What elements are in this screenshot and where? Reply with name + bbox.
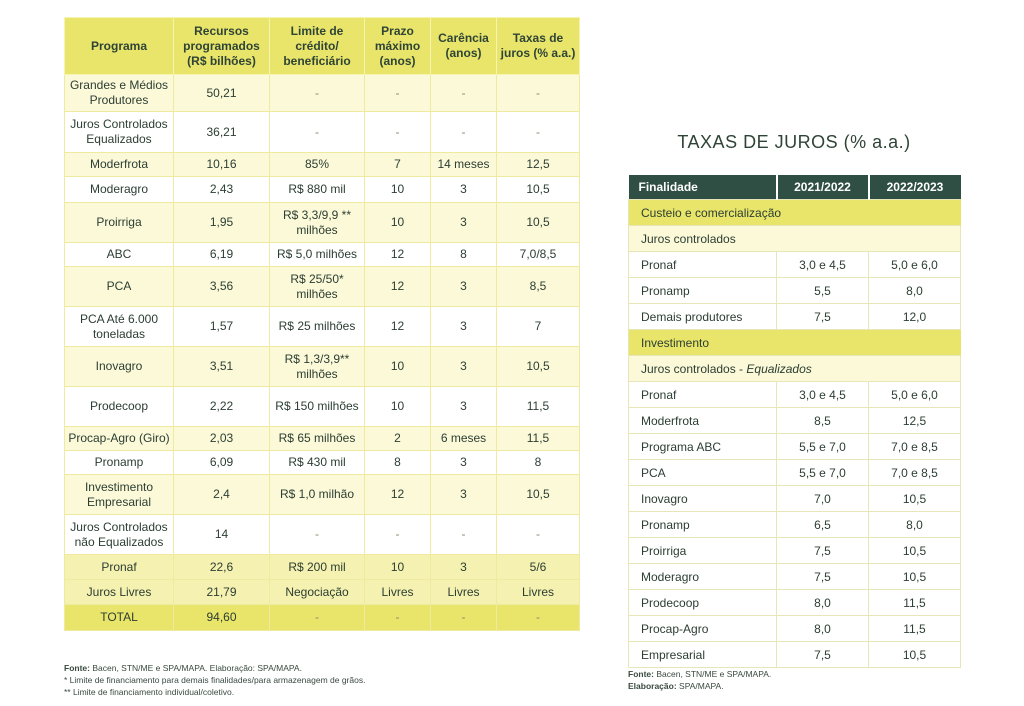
cell-recursos: 1,57 — [174, 307, 270, 347]
footnote-1: * Limite de financiamento para demais finalidades/para armazenagem de grãos. — [64, 675, 366, 685]
cell-limite: R$ 880 mil — [270, 177, 365, 203]
cell-taxas: 5/6 — [497, 555, 580, 580]
cell-taxas: 7,0/8,5 — [497, 243, 580, 267]
cell-label: Empresarial — [629, 642, 777, 668]
cell-prazo: 8 — [365, 451, 431, 475]
cell-recursos: 2,4 — [174, 475, 270, 515]
cell-carencia: 3 — [431, 555, 497, 580]
cell-taxas: 11,5 — [497, 387, 580, 427]
source-line: Fonte: Bacen, STN/ME e SPA/MAPA. Elaboração: SPA/MAPA. — [64, 663, 302, 673]
table-row — [65, 75, 580, 112]
cell-v1: 8,0 — [777, 616, 869, 642]
cell-v2: 7,0 e 8,5 — [869, 460, 961, 486]
subsection-juros-controlados: Juros controlados — [629, 226, 961, 252]
cell-label: Proirriga — [629, 538, 777, 564]
cell-programa: TOTAL — [65, 605, 174, 631]
cell-carencia: 3 — [431, 475, 497, 515]
subsection-equalizados: Juros controlados - Equalizados — [629, 356, 961, 382]
cell-prazo: - — [365, 515, 431, 555]
cell-limite: R$ 5,0 milhões — [270, 243, 365, 267]
cell-taxas: 8,5 — [497, 267, 580, 307]
source-line-2: Fonte: Bacen, STN/ME e SPA/MAPA. — [628, 669, 772, 679]
cell-v1: 8,0 — [777, 590, 869, 616]
cell-v1: 7,5 — [777, 538, 869, 564]
cell-taxas: 10,5 — [497, 475, 580, 515]
header-2021-2022: 2021/2022 — [777, 175, 869, 200]
cell-prazo: 7 — [365, 153, 431, 177]
cell-v1: 7,5 — [777, 304, 869, 330]
cell-label: Moderagro — [629, 564, 777, 590]
cell-label: Pronamp — [629, 278, 777, 304]
table-row — [629, 512, 961, 538]
cell-limite: R$ 1,3/3,9** milhões — [270, 347, 365, 387]
cell-v2: 12,5 — [869, 408, 961, 434]
header-limite: Limite de crédito/ beneficiário — [270, 18, 365, 75]
cell-label: Procap-Agro — [629, 616, 777, 642]
cell-recursos: 3,56 — [174, 267, 270, 307]
cell-v1: 6,5 — [777, 512, 869, 538]
interest-rates-investimento — [629, 330, 961, 382]
table-row — [65, 515, 580, 555]
cell-taxas: - — [497, 75, 580, 112]
cell-label: Pronaf — [629, 252, 777, 278]
cell-prazo: 10 — [365, 177, 431, 203]
table-row — [65, 243, 580, 267]
table-row — [65, 580, 580, 605]
cell-prazo: 12 — [365, 243, 431, 267]
cell-recursos: 50,21 — [174, 75, 270, 112]
cell-carencia: 14 meses — [431, 153, 497, 177]
table-row — [65, 112, 580, 153]
interest-rates-notes — [628, 668, 771, 692]
interest-rates-title: TAXAS DE JUROS (% a.a.) — [677, 132, 911, 152]
header-prazo: Prazo máximo (anos) — [365, 18, 431, 75]
cell-taxas: 10,5 — [497, 347, 580, 387]
cell-prazo: 12 — [365, 267, 431, 307]
cell-recursos: 2,03 — [174, 427, 270, 451]
cell-recursos: 2,22 — [174, 387, 270, 427]
cell-limite: - — [270, 112, 365, 153]
cell-v2: 10,5 — [869, 564, 961, 590]
cell-v2: 8,0 — [869, 278, 961, 304]
cell-prazo: 2 — [365, 427, 431, 451]
table-row — [629, 590, 961, 616]
cell-recursos: 6,09 — [174, 451, 270, 475]
cell-v2: 8,0 — [869, 512, 961, 538]
programs-table — [64, 17, 580, 631]
header-finalidade: Finalidade — [629, 175, 777, 200]
cell-prazo: - — [365, 75, 431, 112]
table-row — [65, 153, 580, 177]
cell-carencia: 6 meses — [431, 427, 497, 451]
table-row — [629, 460, 961, 486]
interest-rates-table-container — [628, 175, 960, 668]
cell-v1: 7,5 — [777, 564, 869, 590]
cell-v2: 10,5 — [869, 486, 961, 512]
cell-carencia: 3 — [431, 177, 497, 203]
cell-carencia: - — [431, 515, 497, 555]
programs-table-header — [65, 18, 580, 75]
cell-programa: Grandes e Médios Produtores — [65, 75, 174, 112]
cell-limite: 85% — [270, 153, 365, 177]
cell-prazo: 12 — [365, 475, 431, 515]
cell-v2: 5,0 e 6,0 — [869, 252, 961, 278]
cell-programa: Juros Controlados Equalizados — [65, 112, 174, 153]
cell-taxas: 10,5 — [497, 177, 580, 203]
cell-programa: Pronamp — [65, 451, 174, 475]
cell-taxas: 8 — [497, 451, 580, 475]
cell-limite: - — [270, 515, 365, 555]
cell-carencia: 3 — [431, 307, 497, 347]
cell-programa: Juros Livres — [65, 580, 174, 605]
cell-v2: 12,0 — [869, 304, 961, 330]
cell-v1: 3,0 e 4,5 — [777, 382, 869, 408]
cell-programa: Proirriga — [65, 203, 174, 243]
cell-programa: Juros Controlados não Equalizados — [65, 515, 174, 555]
cell-carencia: - — [431, 112, 497, 153]
cell-label: Prodecoop — [629, 590, 777, 616]
cell-taxas: 12,5 — [497, 153, 580, 177]
programs-table-body — [65, 75, 580, 631]
section-investimento: Investimento — [629, 330, 961, 356]
cell-programa: Inovagro — [65, 347, 174, 387]
cell-limite: R$ 430 mil — [270, 451, 365, 475]
cell-programa: ABC — [65, 243, 174, 267]
cell-recursos: 14 — [174, 515, 270, 555]
cell-carencia: 3 — [431, 347, 497, 387]
cell-carencia: 3 — [431, 267, 497, 307]
cell-carencia: 3 — [431, 203, 497, 243]
elaboracao-line: Elaboração: SPA/MAPA. — [628, 681, 724, 691]
cell-prazo: Livres — [365, 580, 431, 605]
table-row — [65, 203, 580, 243]
cell-programa: PCA — [65, 267, 174, 307]
cell-prazo: - — [365, 605, 431, 631]
cell-programa: Moderagro — [65, 177, 174, 203]
cell-v2: 10,5 — [869, 538, 961, 564]
table-row — [629, 408, 961, 434]
table-row — [629, 616, 961, 642]
cell-taxas: 10,5 — [497, 203, 580, 243]
cell-v1: 5,5 e 7,0 — [777, 460, 869, 486]
cell-programa: Pronaf — [65, 555, 174, 580]
cell-limite: R$ 25/50* milhões — [270, 267, 365, 307]
cell-carencia: 3 — [431, 451, 497, 475]
cell-programa: Procap-Agro (Giro) — [65, 427, 174, 451]
table-row — [65, 307, 580, 347]
cell-programa: Prodecoop — [65, 387, 174, 427]
cell-prazo: - — [365, 112, 431, 153]
cell-v2: 11,5 — [869, 616, 961, 642]
table-row — [629, 252, 961, 278]
table-row — [629, 538, 961, 564]
cell-v1: 5,5 — [777, 278, 869, 304]
cell-label: Inovagro — [629, 486, 777, 512]
cell-v1: 5,5 e 7,0 — [777, 434, 869, 460]
cell-limite: R$ 3,3/9,9 ** milhões — [270, 203, 365, 243]
cell-taxas: - — [497, 515, 580, 555]
table-row — [65, 555, 580, 580]
cell-recursos: 3,51 — [174, 347, 270, 387]
table-row — [65, 427, 580, 451]
table-row — [65, 451, 580, 475]
cell-limite: R$ 25 milhões — [270, 307, 365, 347]
cell-limite: R$ 150 milhões — [270, 387, 365, 427]
cell-limite: R$ 1,0 milhão — [270, 475, 365, 515]
cell-limite: Negociação — [270, 580, 365, 605]
cell-v2: 5,0 e 6,0 — [869, 382, 961, 408]
programs-table-notes — [64, 662, 365, 698]
cell-recursos: 36,21 — [174, 112, 270, 153]
cell-prazo: 10 — [365, 347, 431, 387]
table-row — [629, 434, 961, 460]
table-row — [629, 382, 961, 408]
header-recursos: Recursos programados (R$ bilhões) — [174, 18, 270, 75]
cell-recursos: 1,95 — [174, 203, 270, 243]
table-row — [629, 304, 961, 330]
cell-recursos: 2,43 — [174, 177, 270, 203]
header-carencia: Carência (anos) — [431, 18, 497, 75]
cell-prazo: 10 — [365, 203, 431, 243]
cell-recursos: 94,60 — [174, 605, 270, 631]
table-row — [65, 605, 580, 631]
cell-taxas: Livres — [497, 580, 580, 605]
cell-taxas: 7 — [497, 307, 580, 347]
interest-rates-table — [628, 175, 961, 668]
cell-v1: 3,0 e 4,5 — [777, 252, 869, 278]
interest-rates-header — [629, 175, 961, 200]
cell-label: PCA — [629, 460, 777, 486]
table-row — [629, 564, 961, 590]
cell-programa: Investimento Empresarial — [65, 475, 174, 515]
custeio-rows — [629, 252, 961, 330]
cell-limite: - — [270, 605, 365, 631]
cell-label: Programa ABC — [629, 434, 777, 460]
cell-v1: 7,5 — [777, 642, 869, 668]
cell-prazo: 10 — [365, 555, 431, 580]
table-row — [65, 475, 580, 515]
cell-recursos: 22,6 — [174, 555, 270, 580]
table-row — [65, 267, 580, 307]
table-row — [65, 387, 580, 427]
table-row — [65, 177, 580, 203]
cell-label: Demais produtores — [629, 304, 777, 330]
cell-carencia: 3 — [431, 387, 497, 427]
cell-carencia: - — [431, 75, 497, 112]
cell-v2: 10,5 — [869, 642, 961, 668]
header-taxas: Taxas de juros (% a.a.) — [497, 18, 580, 75]
cell-taxas: - — [497, 112, 580, 153]
cell-recursos: 10,16 — [174, 153, 270, 177]
cell-v1: 8,5 — [777, 408, 869, 434]
header-2022-2023: 2022/2023 — [869, 175, 961, 200]
table-row — [629, 278, 961, 304]
cell-recursos: 21,79 — [174, 580, 270, 605]
cell-v2: 11,5 — [869, 590, 961, 616]
programs-table-container — [64, 17, 579, 631]
footnote-2: ** Limite de financiamento individual/coletivo. — [64, 687, 235, 697]
cell-taxas: 11,5 — [497, 427, 580, 451]
cell-label: Moderfrota — [629, 408, 777, 434]
cell-v1: 7,0 — [777, 486, 869, 512]
table-row — [629, 642, 961, 668]
cell-carencia: - — [431, 605, 497, 631]
cell-limite: R$ 65 milhões — [270, 427, 365, 451]
cell-carencia: 8 — [431, 243, 497, 267]
cell-recursos: 6,19 — [174, 243, 270, 267]
table-row — [65, 347, 580, 387]
cell-taxas: - — [497, 605, 580, 631]
cell-programa: PCA Até 6.000 toneladas — [65, 307, 174, 347]
cell-prazo: 12 — [365, 307, 431, 347]
cell-prazo: 10 — [365, 387, 431, 427]
cell-label: Pronamp — [629, 512, 777, 538]
cell-label: Pronaf — [629, 382, 777, 408]
cell-limite: - — [270, 75, 365, 112]
cell-v2: 7,0 e 8,5 — [869, 434, 961, 460]
section-custeio: Custeio e comercialização — [629, 200, 961, 226]
table-row — [629, 486, 961, 512]
investimento-rows — [629, 382, 961, 668]
header-programa: Programa — [65, 18, 174, 75]
cell-carencia: Livres — [431, 580, 497, 605]
cell-programa: Moderfrota — [65, 153, 174, 177]
interest-rates-body — [629, 200, 961, 252]
cell-limite: R$ 200 mil — [270, 555, 365, 580]
